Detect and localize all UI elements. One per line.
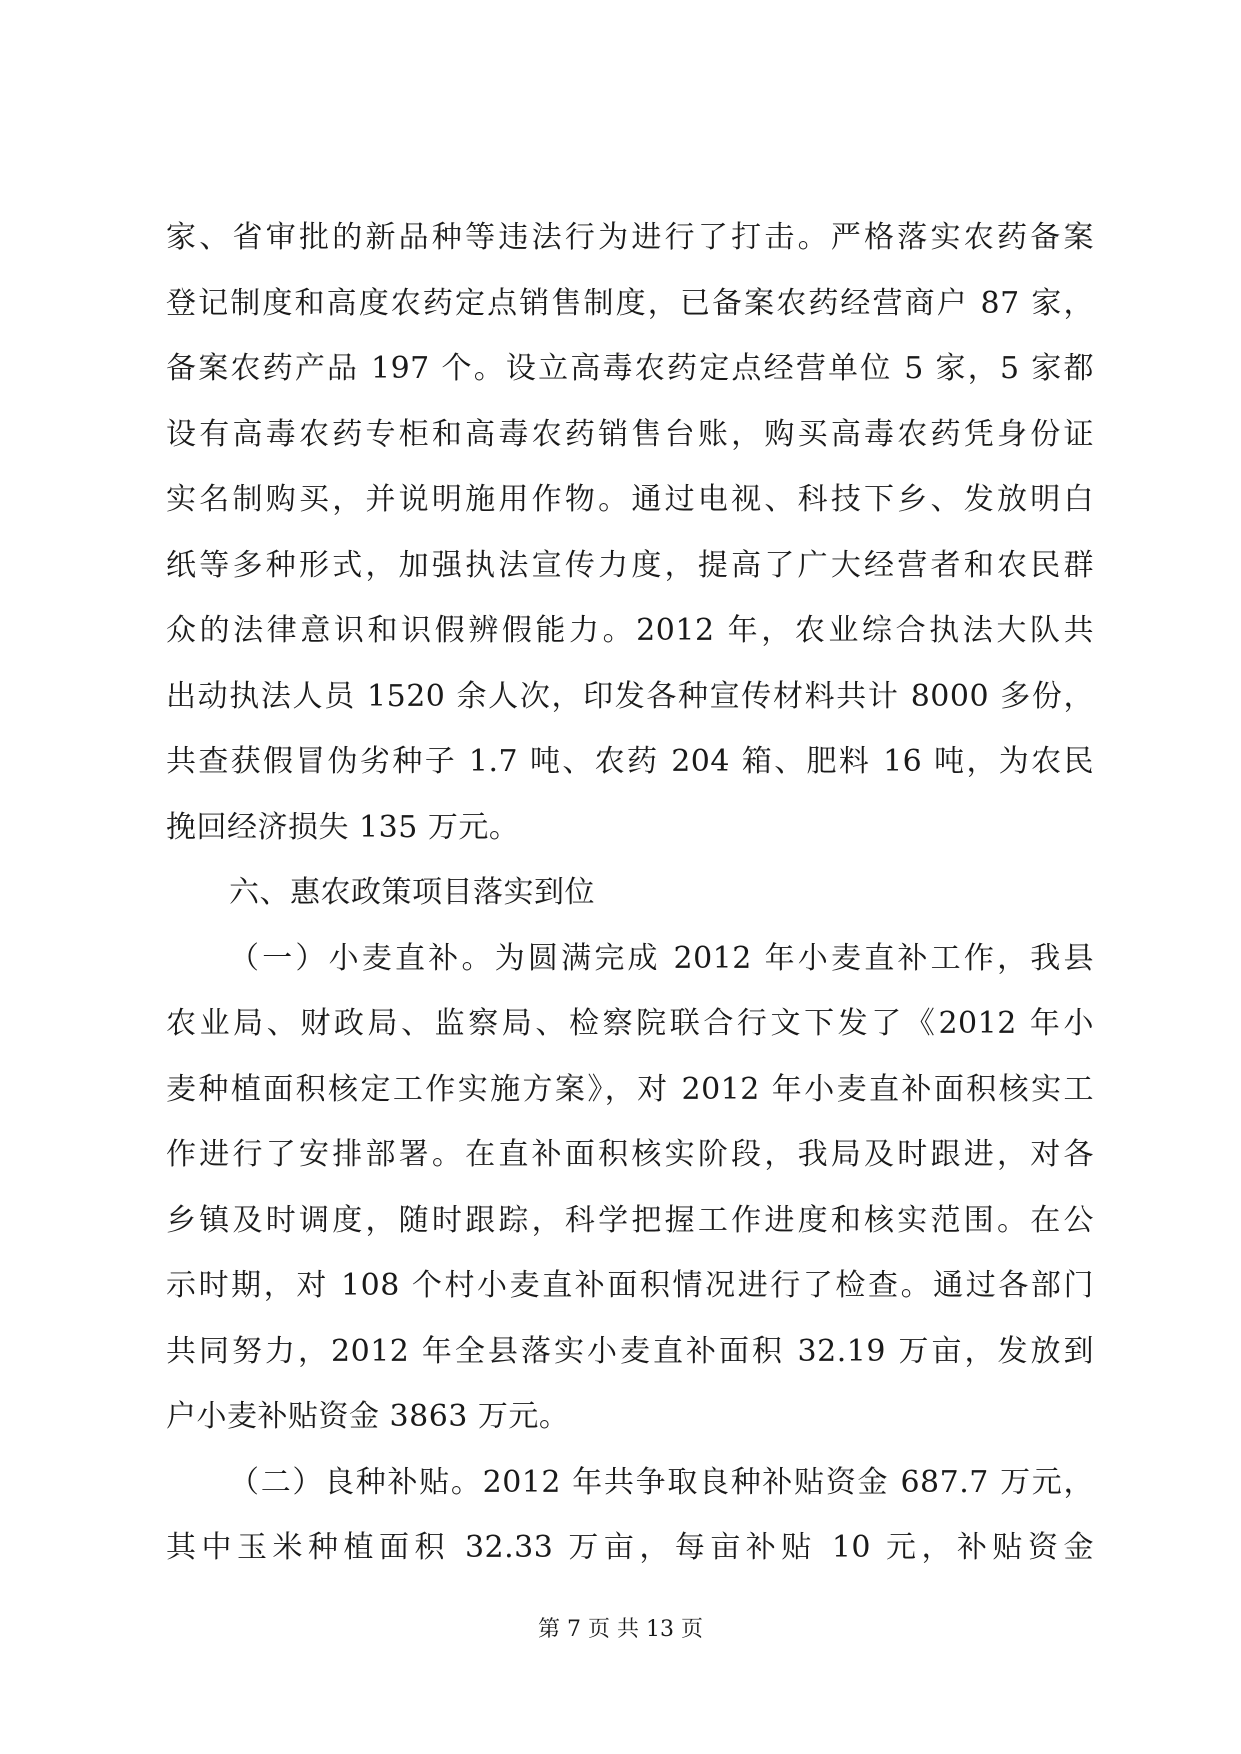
text-line: 家、省审批的新品种等违法行为进行了打击。严格落实农药备案 (166, 220, 1094, 255)
text-line: 共查获假冒伪劣种子 1.7 吨、农药 204 箱、肥料 16 吨，为农民 (166, 744, 1094, 779)
text-line: （一）小麦直补。为圆满完成 2012 年小麦直补工作，我县 (229, 940, 1094, 976)
text-line: （二）良种补贴。2012 年共争取良种补贴资金 687.7 万元， (229, 1464, 1094, 1500)
text-line: 实名制购买，并说明施用作物。通过电视、科技下乡、发放明白 (166, 482, 1094, 517)
text-line: 示时期，对 108 个村小麦直补面积情况进行了检查。通过各部门 (166, 1268, 1094, 1303)
text-line: 麦种植面积核定工作实施方案》，对 2012 年小麦直补面积核实工 (166, 1071, 1094, 1107)
page-number-footer: 第 7 页 共 13 页 (538, 1617, 703, 1642)
text-line: 其中玉米种植面积 32.33 万亩，每亩补贴 10 元，补贴资金 (166, 1530, 1094, 1565)
section-heading: 六、惠农政策项目落实到位 (229, 875, 595, 910)
text-line: 众的法律意识和识假辨假能力。2012 年，农业综合执法大队共 (166, 613, 1094, 648)
text-line: 设有高毒农药专柜和高毒农药销售台账，购买高毒农药凭身份证 (166, 416, 1094, 452)
text-line: 乡镇及时调度，随时跟踪，科学把握工作进度和核实范围。在公 (166, 1202, 1094, 1238)
body-text (166, 205, 1094, 1581)
text-line: 户小麦补贴资金 3863 万元。 (166, 1399, 570, 1434)
text-line: 登记制度和高度农药定点销售制度，已备案农药经营商户 87 家， (166, 285, 1094, 321)
text-line: 出动执法人员 1520 余人次，印发各种宣传材料共计 8000 多份， (166, 678, 1094, 714)
text-line: 纸等多种形式，加强执法宣传力度，提高了广大经营者和农民群 (166, 547, 1094, 583)
text-line: 挽回经济损失 135 万元。 (166, 809, 520, 845)
text-line: 作进行了安排部署。在直补面积核实阶段，我局及时跟进，对各 (166, 1137, 1094, 1172)
text-line: 共同努力，2012 年全县落实小麦直补面积 32.19 万亩，发放到 (166, 1333, 1094, 1369)
text-line: 备案农药产品 197 个。设立高毒农药定点经营单位 5 家，5 家都 (166, 351, 1094, 386)
text-line: 农业局、财政局、监察局、检察院联合行文下发了《2012 年小 (166, 1006, 1094, 1041)
